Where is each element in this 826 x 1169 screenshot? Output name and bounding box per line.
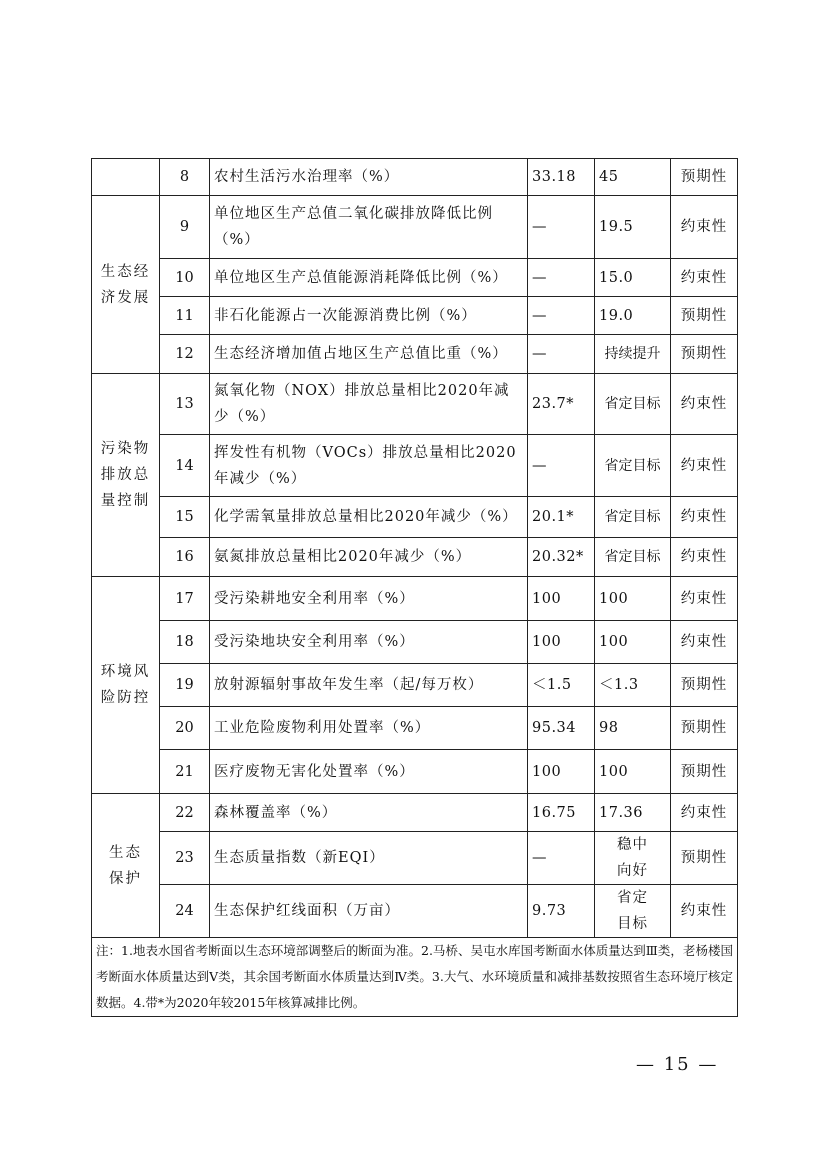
indicator-name: 受污染耕地安全利用率（%） [210, 577, 528, 621]
attribute: 预期性 [671, 832, 738, 885]
attribute: 约束性 [671, 885, 738, 938]
indicator-name: 受污染地块安全利用率（%） [210, 621, 528, 664]
target-value: 省定目标 [595, 435, 671, 497]
row-number: 16 [160, 538, 210, 577]
table-row [92, 621, 738, 664]
attribute: 约束性 [671, 259, 738, 297]
category-ecological-protection: 生态 保护 [92, 794, 160, 938]
attribute: 约束性 [671, 794, 738, 832]
row-number: 14 [160, 435, 210, 497]
indicator-name: 医疗废物无害化处置率（%） [210, 750, 528, 794]
attribute: 预期性 [671, 664, 738, 707]
attribute: 约束性 [671, 497, 738, 538]
row-number: 23 [160, 832, 210, 885]
baseline-value: — [528, 832, 595, 885]
page-number: — 15 — [636, 1054, 719, 1075]
target-value: ＜1.3 [595, 664, 671, 707]
row-number: 20 [160, 707, 210, 750]
target-value: 稳中向好 [595, 832, 671, 885]
baseline-value: 20.1* [528, 497, 595, 538]
table-row [92, 259, 738, 297]
attribute: 约束性 [671, 435, 738, 497]
indicator-name: 工业危险废物利用处置率（%） [210, 707, 528, 750]
table-row [92, 577, 738, 621]
indicator-name: 单位地区生产总值二氧化碳排放降低比例（%） [210, 196, 528, 259]
table-row [92, 885, 738, 938]
baseline-value: — [528, 196, 595, 259]
table-row [92, 832, 738, 885]
row-number: 22 [160, 794, 210, 832]
row-number: 10 [160, 259, 210, 297]
row-number: 18 [160, 621, 210, 664]
row-number: 17 [160, 577, 210, 621]
indicator-name: 生态质量指数（新EQI） [210, 832, 528, 885]
indicator-name: 生态保护红线面积（万亩） [210, 885, 528, 938]
attribute: 约束性 [671, 196, 738, 259]
indicator-name: 非石化能源占一次能源消费比例（%） [210, 297, 528, 335]
indicator-name: 氨氮排放总量相比2020年减少（%） [210, 538, 528, 577]
baseline-value: ＜1.5 [528, 664, 595, 707]
attribute: 预期性 [671, 750, 738, 794]
baseline-value: 16.75 [528, 794, 595, 832]
row-number: 15 [160, 497, 210, 538]
indicator-name: 农村生活污水治理率（%） [210, 159, 528, 196]
table-row [92, 794, 738, 832]
table-note: 注：1.地表水国省考断面以生态环境部调整后的断面为准。2.马桥、吴屯水库国考断面水体质量达到Ⅲ类，老杨楼国考断面水体质量达到Ⅴ类，其余国考断面水体质量达到Ⅳ类。3.大气、水环境质量和减排基数按照省生态环境厅核定数据。4.带*为2020年较2015年核算减排比例。 [92, 938, 738, 1017]
category-environmental-risk-control: 环境风 险防控 [92, 577, 160, 794]
table-row [92, 196, 738, 259]
row-number: 24 [160, 885, 210, 938]
table-row [92, 335, 738, 374]
table-row [92, 435, 738, 497]
target-value: 100 [595, 621, 671, 664]
attribute: 预期性 [671, 159, 738, 196]
baseline-value: — [528, 297, 595, 335]
target-value: 15.0 [595, 259, 671, 297]
attribute: 预期性 [671, 297, 738, 335]
table-row [92, 538, 738, 577]
table-row [92, 497, 738, 538]
row-number: 19 [160, 664, 210, 707]
attribute: 预期性 [671, 707, 738, 750]
row-number: 13 [160, 374, 210, 435]
target-value: 省定目标 [595, 497, 671, 538]
row-number: 9 [160, 196, 210, 259]
indicator-name: 氮氧化物（NOX）排放总量相比2020年减少（%） [210, 374, 528, 435]
row-number: 8 [160, 159, 210, 196]
target-value: 省定目标 [595, 374, 671, 435]
attribute: 预期性 [671, 335, 738, 374]
indicator-name: 生态经济增加值占地区生产总值比重（%） [210, 335, 528, 374]
target-value: 19.5 [595, 196, 671, 259]
attribute: 约束性 [671, 577, 738, 621]
baseline-value: 100 [528, 621, 595, 664]
indicator-name: 挥发性有机物（VOCs）排放总量相比2020年减少（%） [210, 435, 528, 497]
attribute: 约束性 [671, 621, 738, 664]
category-ecological-economy: 生态经 济发展 [92, 196, 160, 374]
target-value: 98 [595, 707, 671, 750]
target-value: 19.0 [595, 297, 671, 335]
baseline-value: 95.34 [528, 707, 595, 750]
indicator-name: 放射源辐射事故年发生率（起/每万枚） [210, 664, 528, 707]
baseline-value: 100 [528, 750, 595, 794]
attribute: 约束性 [671, 538, 738, 577]
baseline-value: 23.7* [528, 374, 595, 435]
table-row [92, 159, 738, 196]
note-row [92, 938, 738, 1017]
indicator-name: 化学需氧量排放总量相比2020年减少（%） [210, 497, 528, 538]
attribute: 约束性 [671, 374, 738, 435]
baseline-value: — [528, 435, 595, 497]
category-pollutant-emission-control: 污染物 排放总 量控制 [92, 374, 160, 577]
baseline-value: 100 [528, 577, 595, 621]
target-value: 100 [595, 750, 671, 794]
baseline-value: 20.32* [528, 538, 595, 577]
row-number: 11 [160, 297, 210, 335]
indicator-name: 单位地区生产总值能源消耗降低比例（%） [210, 259, 528, 297]
target-value: 100 [595, 577, 671, 621]
target-value: 17.36 [595, 794, 671, 832]
table-row [92, 297, 738, 335]
baseline-value: 9.73 [528, 885, 595, 938]
row-number: 12 [160, 335, 210, 374]
target-value: 省定目标 [595, 538, 671, 577]
baseline-value: — [528, 259, 595, 297]
indicator-name: 森林覆盖率（%） [210, 794, 528, 832]
row-number: 21 [160, 750, 210, 794]
table-row [92, 664, 738, 707]
table-row [92, 374, 738, 435]
indicator-table [91, 158, 738, 1017]
target-value: 省定目标 [595, 885, 671, 938]
baseline-value: 33.18 [528, 159, 595, 196]
baseline-value: — [528, 335, 595, 374]
target-value: 持续提升 [595, 335, 671, 374]
target-value: 45 [595, 159, 671, 196]
table-row [92, 707, 738, 750]
category-cell-empty [92, 159, 160, 196]
table-row [92, 750, 738, 794]
